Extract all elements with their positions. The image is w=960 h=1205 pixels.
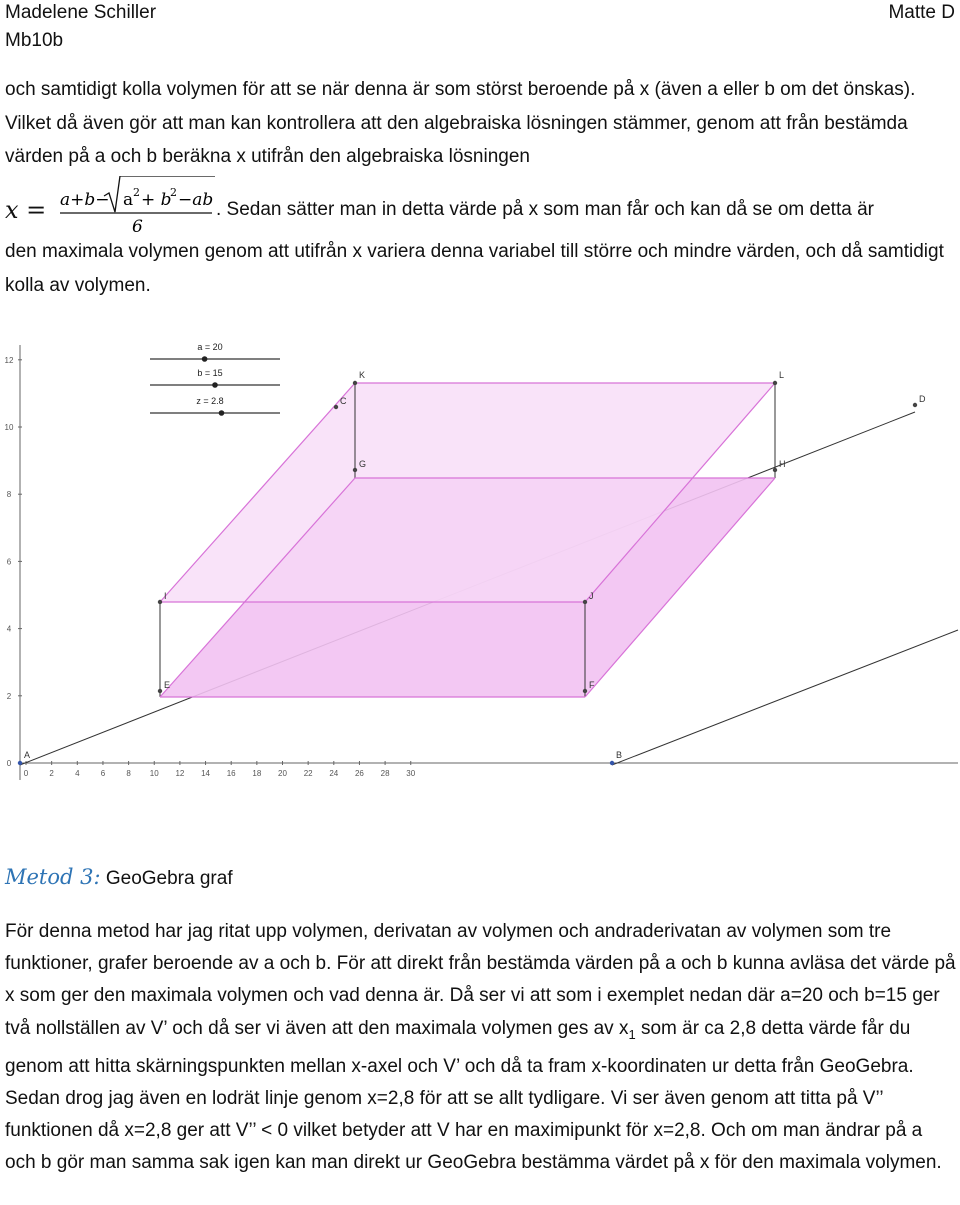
point-label-j: J [589,591,594,601]
author-name: Madelene Schiller [5,2,157,23]
x-tick-label: 20 [278,769,287,778]
point-label-e: E [164,680,171,690]
point-d [913,403,917,407]
point-label-k: K [359,370,366,380]
class-name: Mb10b [5,30,64,51]
x-tick-label: 18 [252,769,262,778]
point-label-l: L [779,370,785,380]
y-tick-label: 8 [6,490,12,500]
point-b [610,761,614,765]
formula-radicand-a: a [123,190,134,210]
point-label-a: A [24,750,31,760]
x-tick-label: 4 [75,769,80,778]
paragraph-method-3-b: som är ca 2,8 detta värde får du genom att hitta skärningspunkten mellan x-axel och V’ och då ta fram x-koordinaten ur detta från GeoGebra. Sedan drog jag även en lodrät linje genom x=2,8 för att se allt tydligare. Vi ser även genom att titta på V’’ funktionen då x=2,8 ger att V’’ < 0 vilket betyder att V har en maximipunkt för x=2,8. Och om man ändrar på a och b gör man samma sak igen kan man direkt ur GeoGebra bestämma värdet på x för den maximala volymen. [5,1017,942,1174]
edge-B-right [612,630,958,765]
formula-line [5,176,957,236]
point-label-f: F [589,680,595,690]
paragraph-method-3 [5,916,957,1179]
slider-handle[interactable] [212,382,218,388]
subscript-1: 1 [628,1026,636,1042]
y-tick-labels [5,356,22,768]
x-tick-label: 12 [175,769,185,778]
point-label-h: H [779,459,786,469]
x-tick-label: 28 [380,769,390,778]
x-tick-label: 16 [226,769,236,778]
formula-radicand-b: + b [141,190,172,210]
slider-label: a = 20 [197,342,223,352]
point-j [583,600,587,604]
x-tick-label: 26 [354,769,364,778]
y-tick-label: 12 [4,355,14,365]
slider-handle[interactable] [202,356,208,362]
point-label-b: B [616,750,623,760]
x-tick-label: 14 [201,769,211,778]
point-c [334,405,338,409]
formula-lhs: x = [5,196,47,224]
sliders [150,342,280,416]
x-tick-label: 24 [329,769,339,778]
point-label-g: G [359,459,367,469]
slider-label: z = 2.8 [196,396,224,406]
point-i [158,600,162,604]
y-tick-label: 10 [4,423,14,432]
point-g [353,468,357,472]
y-tick-label: 6 [6,557,12,567]
method-heading [5,863,233,893]
point-e [158,689,162,693]
formula-numerator-left: a+b− [60,190,110,210]
geogebra-graph [0,320,960,790]
formula-radicand-ab: −ab [178,190,214,210]
formula-denominator: 6 [132,217,143,236]
formula-exp-2: 2 [170,186,177,199]
point-f [583,689,587,693]
point-label-c: C [340,396,347,406]
paragraph-after-formula: . Sedan sätter man in detta värde på x som man får och kan då se om detta är [216,199,874,220]
point-l [773,381,777,385]
x-tick-label: 10 [149,769,159,778]
paragraph-maximal: den maximala volymen genom att utifrån x variera denna variabel till större och mindre värden, och då samtidigt kolla av volymen. [5,241,944,296]
point-h [773,468,777,472]
y-tick-label: 2 [6,691,12,701]
point-a [18,761,22,765]
x-tick-label: 0 [23,769,29,778]
method-label: Metod 3: [5,865,101,889]
x-tick-label: 2 [49,769,54,778]
course-name: Matte D [888,2,955,23]
point-label-d: D [919,394,926,404]
method-title: GeoGebra graf [100,868,233,889]
point-k [353,381,357,385]
x-tick-labels [24,761,416,778]
x-tick-label: 22 [303,769,313,778]
x-tick-label: 30 [406,769,416,778]
slider-handle[interactable] [219,410,225,416]
x-tick-label: 6 [100,769,106,778]
slider-label: b = 15 [197,368,223,378]
point-label-i: I [164,591,167,601]
x-tick-label: 8 [126,769,131,778]
formula-exp-1: 2 [133,186,140,199]
formula-fraction [60,176,215,236]
y-tick-label: 0 [6,759,12,768]
y-tick-label: 4 [6,624,12,634]
paragraph-intro: och samtidigt kolla volymen för att se när denna är som störst beroende på x (även a eller b om det önskas). Vilket då även gör att man kan kontrollera att den algebraiska lösningen stämmer, genom att från bestämda värden på a och b beräkna x utifrån den algebraiska lösningen [5,79,916,167]
paragraph-method-3-a: För denna metod har jag ritat upp volymen, derivatan av volymen och andraderivatan av volymen som tre funktioner, grafer beroende av a och b. För att direkt från bestämda värden på a och b kunna avläsa det värde på x som ger den maximala volymen och vad denna är. Då ser vi att som i exemplet nedan där a=20 och b=15 ger två nollställen av V’ och då ser vi även att den maximala volymen ges av x [5,921,956,1039]
